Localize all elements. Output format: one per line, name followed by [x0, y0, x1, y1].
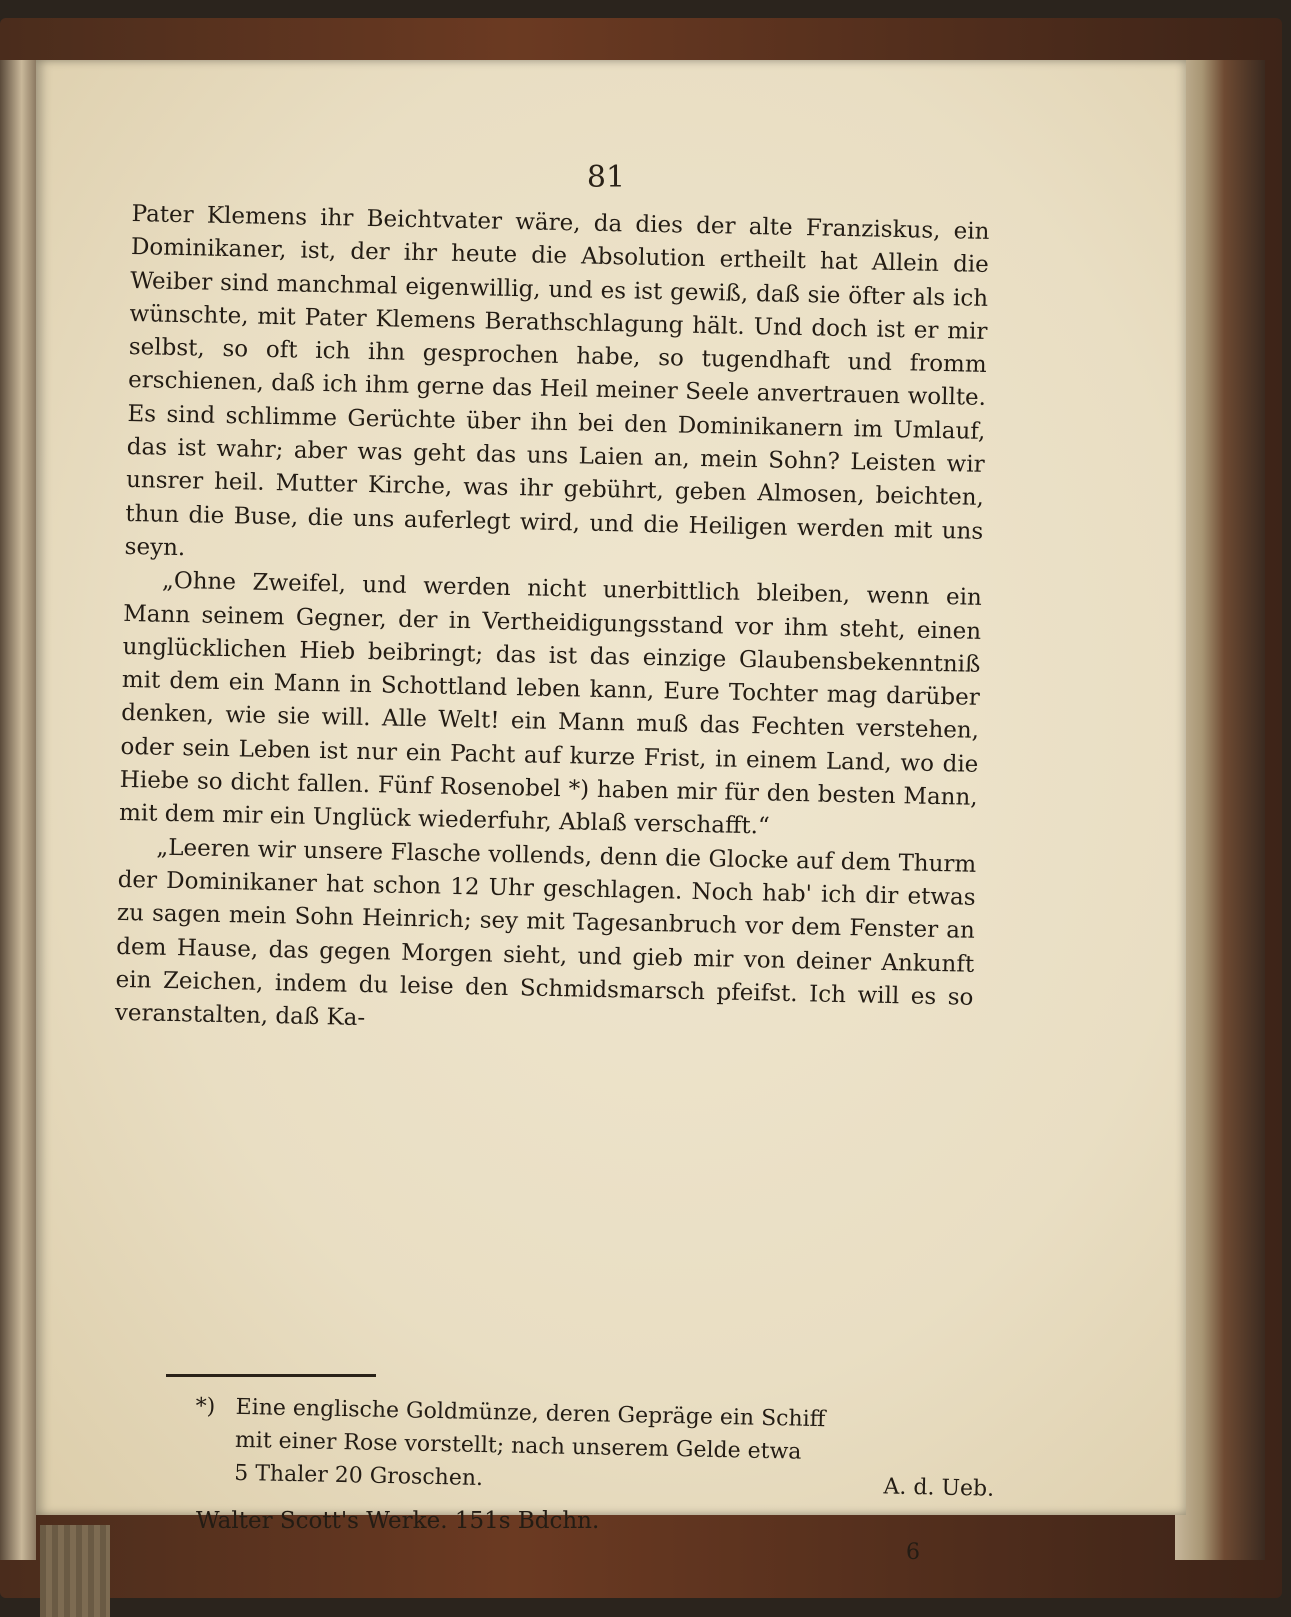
footnote [194, 1390, 996, 1506]
paragraph-3: „Leeren wir unsere Flasche vollends, denn die Glocke auf dem Thurm der Dominikaner hat schon 12 Uhr geschlagen. Noch hab' ich dir etwas zu sagen mein Sohn Heinrich; sey mit Tagesanbruch vor dem Fenster an dem Hause, das gegen Morgen sieht, und gieb mir von deiner Ankunft ein Zeichen, indem du leise den Schmidsmarsch pfeifst. Ich will es so veranstalten, daß Ka- [114, 834, 977, 1032]
book-page [36, 60, 1186, 1565]
paragraph-1: Pater Klemens ihr Beichtvater wäre, da dies der alte Franziskus, ein Dominikaner, ist, der ihr heute die Absolution ertheilt hat Allein die Weiber sind manchmal eigenwillig, und es ist gewiß, daß sie öfter als ich wünschte, mit Pater Klemens Berathschlagung hält. Und doch ist er mir selbst, so oft ich ihn gesprochen habe, so tugendhaft und fromm erschienen, daß ich ihm gerne das Heil meiner Seele anvertrauen wollte. Es sind schlimme Gerüchte über ihn bei den Dominikanern im Umlauf, das ist wahr; aber was geht das uns Laien an, mein Sohn? Leisten wir unsrer heil. Mutter Kirche, was ihr gebührt, geben Almosen, beichten, thun die Buse, die uns auferlegt wird, und die Heiligen werden mit uns seyn. [124, 200, 990, 562]
footnote-line-2: mit einer Rose vorstellt; nach unserem Gelde etwa [234, 1427, 802, 1465]
footnote-line-1: Eine englische Goldmünze, deren Gepräge ein Schiff [235, 1394, 826, 1433]
footnote-line-3: 5 Thaler 20 Groschen. [234, 1460, 484, 1492]
page-number: 81 [586, 160, 626, 195]
bookmark-ribbon [40, 1525, 110, 1617]
footnote-rule [166, 1374, 376, 1377]
footnote-marker: *) [195, 1393, 216, 1420]
sheet-number: 6 [906, 1540, 920, 1565]
body-text [115, 198, 990, 1048]
previous-page-edge [0, 60, 36, 1560]
page-block-edge [1175, 60, 1265, 1560]
paragraph-2: „Ohne Zweifel, und werden nicht unerbittlich bleiben, wenn ein Mann seinem Gegner, der in Vertheidigungsstand vor ihm steht, einen unglücklichen Hieb beibringt; das ist das einzige Glaubensbekenntniß mit dem ein Mann in Schottland leben kann, Eure Tochter mag darüber denken, wie sie will. Alle Welt! ein Mann muß das Fechten verstehen, oder sein Leben ist nur ein Pacht auf kurze Frist, in einem Land, wo die Hiebe so dicht fallen. Fünf Rosenobel *) haben mir für den besten Mann, mit dem mir ein Unglück wiederfuhr, Ablaß verschafft.“ [118, 567, 983, 840]
printer-signature: Walter Scott's Werke. 151s Bdchn. [196, 1508, 600, 1534]
footnote-attribution: A. d. Ueb. [883, 1474, 995, 1502]
